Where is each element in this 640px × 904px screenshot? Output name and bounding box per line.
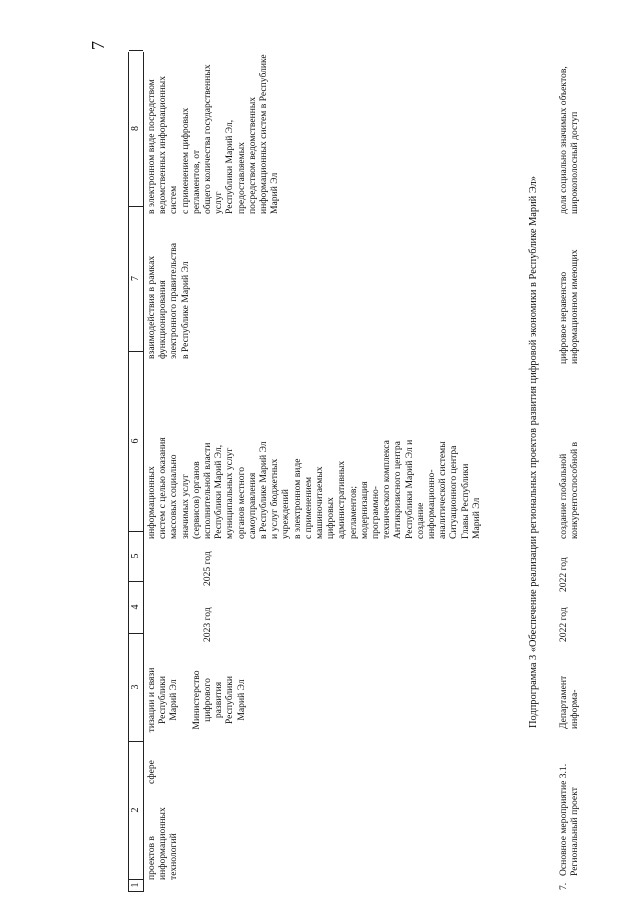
cont-col-8-text: в электронном виде посредством ведомственных информационных систем с применением цифровых регламентов, от общего количества государственных услуг Республики Марий Эл, предоставляемых посредством ведомственных информационных систем в Республике Марий Эл: [146, 54, 281, 214]
row7-col-4: 2022 год: [558, 607, 569, 642]
cont-col-2-text: проектов в информационных технологий: [146, 807, 180, 880]
row7-col-6: создание глобальной конкурентоспособной в: [558, 441, 581, 539]
header-col-2: 2: [129, 741, 143, 880]
header-col-1: 1: [129, 879, 143, 892]
row7-col-3: Департамент информа-: [558, 675, 581, 729]
header-col-5: 5: [129, 531, 143, 582]
cont-col-5-year: 2025 год: [202, 551, 213, 586]
row7-col-2: Основное мероприятие 3.1. Региональный проект: [558, 763, 581, 876]
header-col-4: 4: [129, 581, 143, 634]
row7-number: 7.: [558, 882, 569, 890]
header-col-7: 7: [129, 206, 143, 352]
header-col-3: 3: [129, 633, 143, 742]
row7-col-5: 2022 год: [558, 557, 569, 592]
table-header-row: [128, 52, 144, 892]
cont-col-2-sphere: сфере: [146, 760, 157, 784]
cont-col-6-text: информационных систем с целью оказания массовых социально значимых услуг (сервисов) органов исполнительной власти Республики Марий Эл, муниципальных услуг органов местного самоуправления в Республике Марий Эл и услуг бюджетных учреждений в электронном виде с применением машиночитаемых цифровых административных регламентов; модернизация программно- технического комплекса Антикризисного центра Республики Марий Эл и создание информационно- аналитической системы Ситуационного центра Главы Республики Марий Эл: [146, 437, 482, 539]
cont-col-7-text: взаимодействия в рамках функционирования электронного правительства в Республике Марий Эл: [146, 243, 191, 359]
header-col-6: 6: [129, 351, 143, 532]
cont-col-4-year: 2023 год: [202, 607, 213, 642]
header-col-8: 8: [129, 50, 143, 207]
page-number: 7: [88, 41, 108, 50]
subprogram-title: Подпрограмма 3 «Обеспечение реализации региональных проектов развития цифровой экономики в Республике Марий Эл»: [528, 176, 539, 728]
cont-col-3-text: тизации и связи Республики Марий Эл Министерство цифрового развития Республики Марий Эл: [146, 667, 247, 733]
row7-col-7: цифровое неравенство информационном имеющих: [558, 249, 581, 364]
row7-col-8: доля социально значимых объектов, широкополосный доступ: [558, 66, 581, 214]
